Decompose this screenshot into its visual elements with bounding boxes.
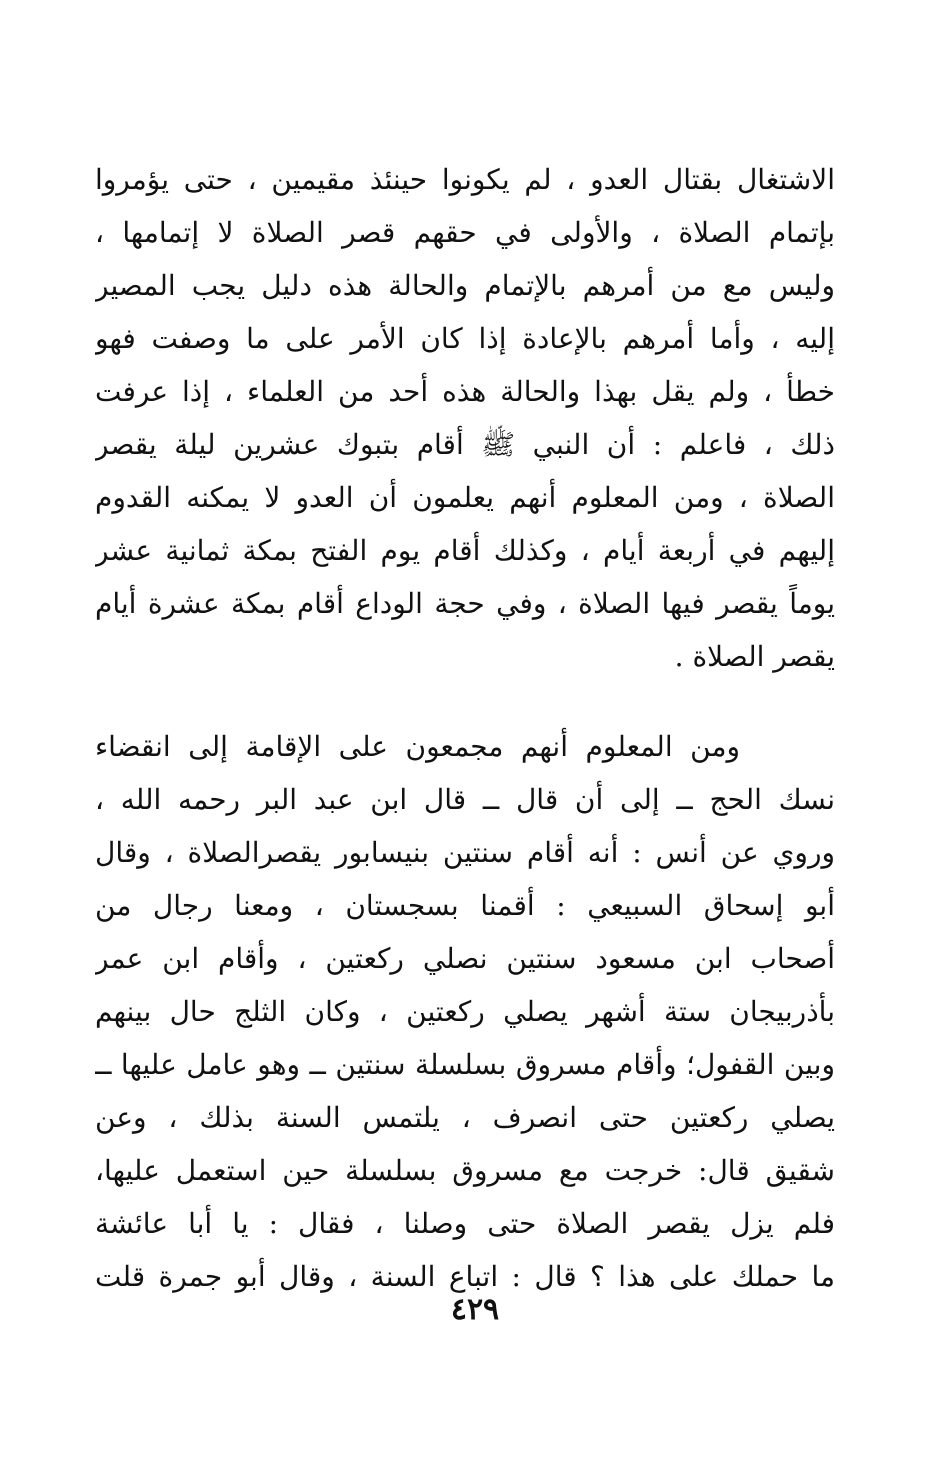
- text-line: ذلك ، فاعلم : أن النبي ﷺ أقام بتبوك عشرين ليلة يقصر: [95, 428, 835, 461]
- text-line: فلم يزل يقصر الصلاة حتى وصلنا ، فقال : يا أبا عائشة: [95, 1207, 835, 1240]
- text-line: يصلي ركعتين حتى انصرف ، يلتمس السنة بذلك ، وعن: [95, 1101, 835, 1134]
- page-number: ٤٢٩: [450, 1292, 500, 1327]
- text-line: وليس مع من أمرهم بالإتمام والحالة هذه دليل يجب المصير: [95, 269, 835, 302]
- text-line: ومن المعلوم أنهم مجمعون على الإقامة إلى انقضاء: [95, 730, 740, 763]
- text-line: يوماً يقصر فيها الصلاة ، وفي حجة الوداع أقام بمكة عشرة أيام: [95, 587, 835, 620]
- text-line: إليهم في أربعة أيام ، وكذلك أقام يوم الفتح بمكة ثمانية عشر: [95, 534, 835, 567]
- text-line: أبو إسحاق السبيعي : أقمنا بسجستان ، ومعنا رجال من: [95, 889, 835, 922]
- text-line: شقيق قال: خرجت مع مسروق بسلسلة حين استعمل عليها،: [95, 1154, 835, 1187]
- text-line: بإتمام الصلاة ، والأولى في حقهم قصر الصلاة لا إتمامها ،: [95, 216, 835, 249]
- text-line: الصلاة ، ومن المعلوم أنهم يعلمون أن العدو لا يمكنه القدوم: [95, 481, 835, 514]
- text-line: ما حملك على هذا ؟ قال : اتباع السنة ، وقال أبو جمرة قلت: [95, 1260, 835, 1293]
- text-line: وبين القفول؛ وأقام مسروق بسلسلة سنتين ــ وهو عامل عليها ــ: [95, 1048, 835, 1081]
- paragraph-2: [95, 720, 835, 1303]
- text-line: الاشتغال بقتال العدو ، لم يكونوا حينئذ مقيمين ، حتى يؤمروا: [95, 163, 835, 196]
- text-line: أصحاب ابن مسعود سنتين نصلي ركعتين ، وأقام ابن عمر: [95, 942, 835, 975]
- paragraph-1: [95, 153, 835, 683]
- text-line: إليه ، وأما أمرهم بالإعادة إذا كان الأمر على ما وصفت فهو: [95, 322, 835, 355]
- text-line: بأذربيجان ستة أشهر يصلي ركعتين ، وكان الثلج حال بينهم: [95, 995, 835, 1028]
- text-line: خطأ ، ولم يقل بهذا والحالة هذه أحد من العلماء ، إذا عرفت: [95, 375, 835, 408]
- text-line: نسك الحج ــ إلى أن قال ــ قال ابن عبد البر رحمه الله ،: [95, 783, 835, 816]
- text-line: يقصر الصلاة .: [674, 640, 835, 673]
- text-line: وروي عن أنس : أنه أقام سنتين بنيسابور يقصرالصلاة ، وقال: [95, 836, 835, 869]
